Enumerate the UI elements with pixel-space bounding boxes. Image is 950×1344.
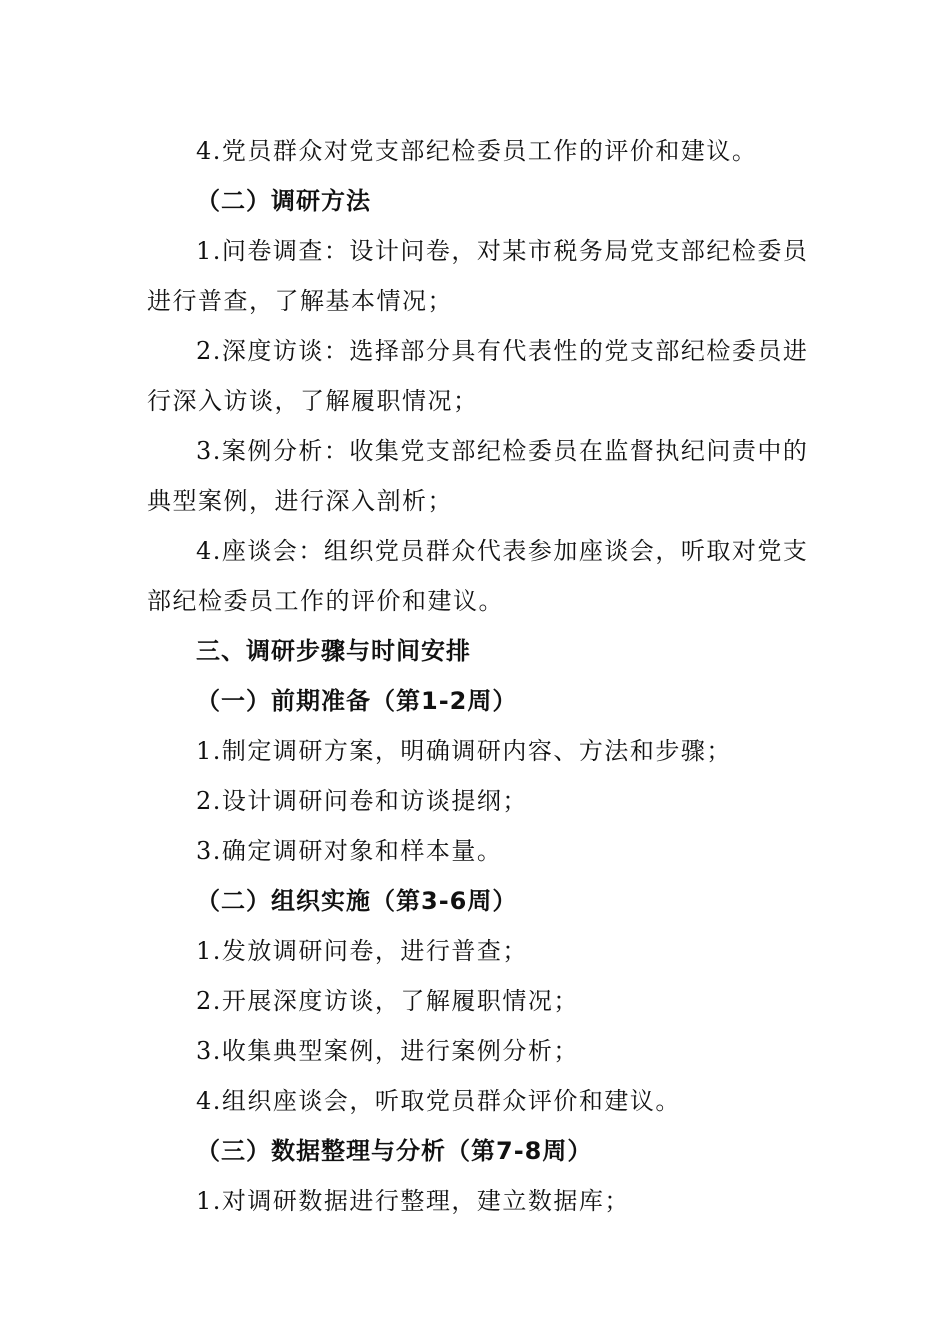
method-case-analysis-cont: 典型案例，进行深入剖析； xyxy=(147,487,453,515)
method-case-analysis: 3.案例分析：收集党支部纪检委员在监督执纪问责中的 xyxy=(196,437,809,465)
analysis-item-database: 1.对调研数据进行整理，建立数据库； xyxy=(196,1187,630,1215)
impl-item-distribute: 1.发放调研问卷，进行普查； xyxy=(196,937,528,965)
method-interview: 2.深度访谈：选择部分具有代表性的党支部纪检委员进 xyxy=(196,337,809,365)
chapter-heading-steps: 三、调研步骤与时间安排 xyxy=(196,637,471,665)
section-heading-preparation: （一）前期准备（第1-2周） xyxy=(196,687,518,715)
impl-item-interview: 2.开展深度访谈，了解履职情况； xyxy=(196,987,579,1015)
prep-item-plan: 1.制定调研方案，明确调研内容、方法和步骤； xyxy=(196,737,732,765)
section-heading-implementation: （二）组织实施（第3-6周） xyxy=(196,887,518,915)
method-interview-cont: 行深入访谈，了解履职情况； xyxy=(147,387,479,415)
section-heading-methods: （二）调研方法 xyxy=(196,187,371,215)
method-questionnaire: 1.问卷调查：设计问卷，对某市税务局党支部纪检委员 xyxy=(196,237,809,265)
section-heading-analysis: （三）数据整理与分析（第7-8周） xyxy=(196,1137,593,1165)
method-questionnaire-cont: 进行普查，了解基本情况； xyxy=(147,287,453,315)
method-symposium-cont: 部纪检委员工作的评价和建议。 xyxy=(147,587,504,615)
content-item-evaluation: 4.党员群众对党支部纪检委员工作的评价和建议。 xyxy=(196,137,758,165)
prep-item-questionnaire: 2.设计调研问卷和访谈提纲； xyxy=(196,787,528,815)
impl-item-cases: 3.收集典型案例，进行案例分析； xyxy=(196,1037,579,1065)
impl-item-symposium: 4.组织座谈会，听取党员群众评价和建议。 xyxy=(196,1087,681,1115)
method-symposium: 4.座谈会：组织党员群众代表参加座谈会，听取对党支 xyxy=(196,537,809,565)
prep-item-sample: 3.确定调研对象和样本量。 xyxy=(196,837,503,865)
